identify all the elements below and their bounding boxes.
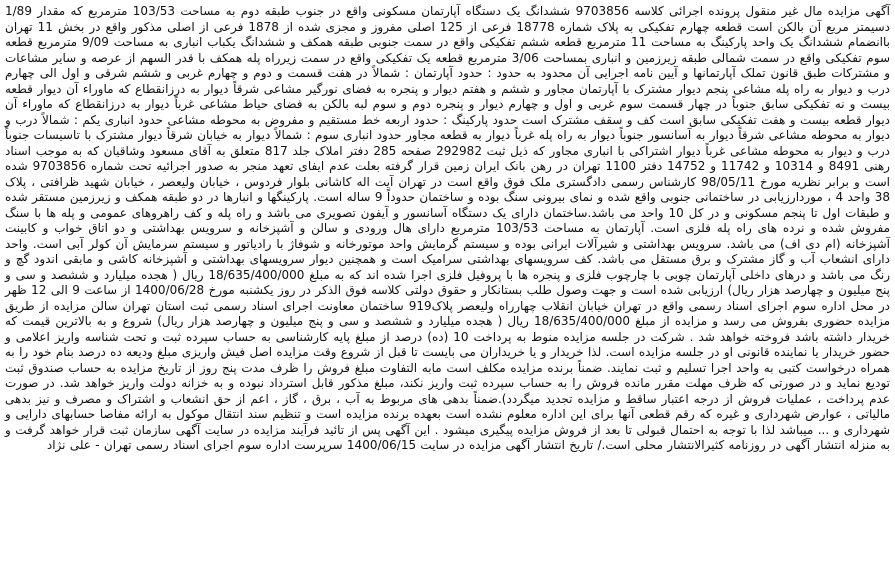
auction-notice-text: آگهی مزایده مال غیر منقول پرونده اجرائی کلاسه 9703856 ششدانگ یک دستگاه آپارتمان مسکونی واقع در جنوب طبقه دوم به مساحت 103/53 مترمربع که مقدار 1/89 دسیمتر مربع آن بالکن است قطعه چهارم تفکیکی به پلاک شماره 18778 فرعی از 125 اصلی مفروز و مجزی شده از 1878 فرعی از اصلی مذکور واقع در بخش 11 تهران باانضمام ششدانگ یک واحد پارکینگ به مساحت 11 مترمربع قطعه ششم تفکیکی واقع در سمت جنوبی طبقه همکف و ششدانگ یکباب انباری به مساحت 9/09 مترمربع قطعه سوم تفکیکی واقع در سمت شمالی طبقه زیرزمین و انباری بمساحت 3/06 مترمربع قطعه یک تفکیکی واقع در سمت زیرراه پله همکف با قدر السهم از عرصه و سایر مشاعات و مشترکات طبق قانون تملک آپارتمانها و آیین نامه اجرایی آن محدود به حدود : حدود آپارتمان : شمالاً در هفت قسمت و دوم و چهارم غربی و ششم شرقی و اول الی چهارم درب و دیوار به راه پله مشاعی پنجم دیوار مشترک با آپارتمان مجاور و ششم و هفتم دیوار و پنجره به فضای نورگیر مشاعی شرقاً دیوار به درزانقطاع که ماوراء آن دیوار قطعه بیست و نه تفکیکی سابق جنوباً در چهار قسمت سوم غربی و اول و چهارم دیوار و پنجره دوم و سوم لبه بالکن به فضای حیاط مشاعی غرباً دیوار به درزانقطاع که ماوراء آن دیوار قطعه بیست و هفت تفکیکی سابق است کف و سقف مشترک است حدود پارکینگ : حدود اربعه خط مستقیم و مفروض به محوطه مشاعی حدود انباری یکم : شمالاً درب و دیوار به محوطه مشاعی شرقاً دیوار به آسانسور جنوباً دیوار به راه پله غرباً دیوار به قطعه مجاور حدود انباری سوم : شمالاً دیوار به خیابان شرقاً دیوار مشترک با تاسیسات جنوباً درب و دیوار به محوطه مشاعی غرباً دیوار اشتراکی با انباری مجاور که ذیل ثبت 292982 صفحه 285 دفتر املاک جلد 817 متعلق به آقای مسعود وشاقیان که به موجب اسناد رهنی 8491 و 10314 و 11742 و 14752 دفتر 1100 تهران در رهن بانک ایران زمین قرار گرفته بعلت عدم ایفای تعهد منجر به صدور اجرائیه تحت شماره 9703856 شده است و برابر نظریه مورخ 98/05/11 کارشناس رسمی دادگستری ملک فوق واقع است در تهران آیت اله کاشانی بلوار فردوس ، خیابان ولیعصر ، خیابان شهید ظرافتی ، پلاک 38 واحد 4 ، موردارزیابی در ساختمانی جنوبی واقع شده و نمای بیرونی سنگ بوده و ساختمان حدوداً 9 ساله است. پارکینگها و انبارها در دو طبقه همکف و زیرزمین مستقر شده و طبقات اول تا پنجم مسکونی و در کل 10 واحد می باشد.ساختمان دارای یک دستگاه آسانسور و آیفون تصویری می باشد و راه پله و کف راهروهای عمومی و پله ها با سنگ مفروش شده و نرده های راه پله فلزی است. آپارتمان به مساحت 103/53 مترمربع دارای هال ورودی و سالن و آشپزخانه و سرویس بهداشتی و دو اتاق خواب و کابینت آشپزخانه (ام دی اف) می باشد. سرویس بهداشتی و شیرآلات ایرانی بوده و سیستم گرمایش واحد موتورخانه و شوفاژ با رادیاتور و سیستم سرمایش آن کولر آبی است. واحد دارای انشعاب آب و گاز مشترک و برق مستقل می باشد. کف سرویسهای بهداشتی سرامیک است و همچنین دیوار سرویسهای بهداشتی و آشپزخانه کاشی و مابقی اندود گچ و رنگ می باشد و درهای داخلی آپارتمان چوبی با چارچوب فلزی و پنجره ها با پروفیل فلزی اجرا شده اند که به مبلغ 18/635/400/000 ریال ( هجده میلیارد و ششصد و سی و پنج میلیون و چهارصد هزار ریال) ارزیابی شده است و جهت وصول طلب بستانکار و حقوق دولتی کلاسه فوق الذکر در روز یکشنبه مورخ 1400/06/28 از ساعت 9 الی 12 ظهر در محل اداره سوم اجرای اسناد رسمی واقع در تهران خیابان انقلاب چهارراه ولیعصر پلاک919 ساختمان معاونت اجرای اسناد رسمی ثبت استان تهران سالن مزایده از طریق مزایده حضوری بفروش می رسد و مزایده از مبلغ 18/635/400/000 ریال ( هجده میلیارد و ششصد و سی و پنج میلیون و چهارصد هزار ریال) شروع و به بالاترین قیمت که خریدار داشته باشد فروخته خواهد شد . شرکت در جلسه مزایده منوط به پرداخت 10 (ده) درصد از مبلغ پایه کارشناسی به حساب سپرده ثبت و تحت شناسه واریز اعلامی و حضور خریدار یا نماینده قانونی او در جلسه مزایده است. لذا خریدار و یا خریداران می بایست تا قبل از شروع وقت مزایده اصل فیش واریزی مبلغ ودیعه ده درصد بنام خود را به همراه درخواست کتبی به واحد اجرا تسلیم و ثبت نمایند. ضمناً برنده مزایده مکلف است مابه التفاوت مبلغ فروش را ظرف مدت پنج روز از تاریخ مزایده به حساب صندوق ثبت تودیع نماید و در صورتی که ظرف مهلت مقرر مانده فروش را به حساب سپرده ثبت واریز نکند، مبلغ مذکور قابل استرداد نبوده و به خزانه دولت واریز خواهد شد. در صورت عدم پرداخت ، عملیات فروش از درجه اعتبار ساقط و مزایده تجدید میگردد).ضمناً بدهی های مربوط به آب ، برق ، گاز ، اعم از حق انشعاب و اشتراک و مصرف و نیز بدهی مالیاتی ، عوارض شهرداری و غیره که رقم قطعی آنها برای این اداره معلوم نشده است بعهده برنده مزایده است و تنظیم سند انتقال موکول به ارائه مفاصا حسابهای دارایی و شهرداری و ... میباشد لذا با توجه به احتمال قبولی تا بعد از فروش مزایده پیگیری میشود . این آگهی پس از تائید فرآیند مزایده در سایت آگهی سازمان ثبت قرار خواهد گرفت و به منزله انتشار آگهی در روزنامه کثیرالانتشار محلی است./ تاریخ انتشار آگهی مزایده در سایت 1400/06/15 سرپرست اداره سوم اجرای اسناد رسمی تهران - علی نژاد [5,4,891,452]
